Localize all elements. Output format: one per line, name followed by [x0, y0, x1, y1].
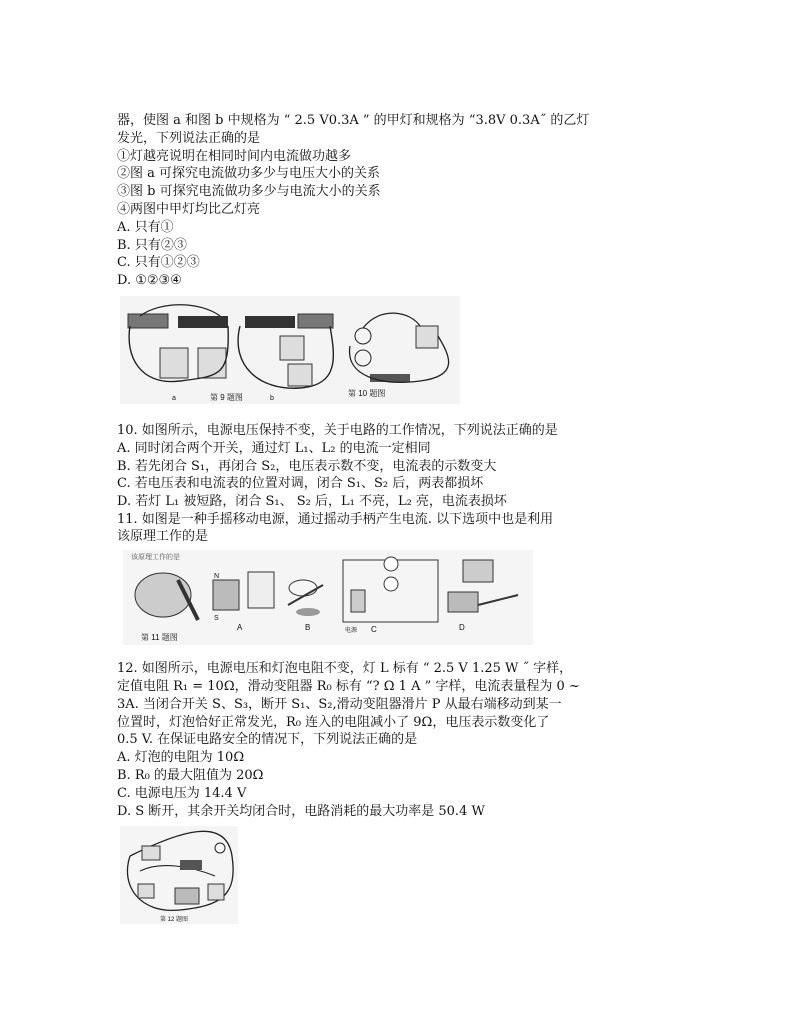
q12-stem-4: 位置时，灯泡恰好正常发光，R₀ 连入的电阻减小了 9Ω，电压表示数变化了 — [117, 715, 550, 730]
figure-q12 — [120, 826, 238, 924]
q12-option-b: B. R₀ 的最大阻值为 20Ω — [117, 768, 264, 783]
fig11-label-c: C — [371, 625, 377, 634]
q12-option-d: D. S 断开，其余开关均闭合时，电路消耗的最大功率是 50.4 W — [117, 804, 485, 819]
q12-option-c: C. 电源电压为 14.4 V — [117, 786, 247, 801]
q12-stem-1: 12. 如图所示，电源电压和灯泡电阻不变，灯 L 标有 “ 2.5 V 1.25 W ˝ 字样， — [117, 661, 573, 676]
q12-option-a: A. 灯泡的电阻为 10Ω — [117, 750, 245, 765]
fig11-label-n: N — [214, 573, 220, 580]
fig11-label-b: B — [305, 623, 311, 632]
q10-option-a: A. 同时闭合两个开关，通过灯 L₁、L₂ 的电流一定相同 — [117, 441, 431, 456]
fig9-caption: 第 9 题图 — [210, 393, 243, 402]
fig11-label-s: S — [214, 615, 219, 622]
q10-option-b: B. 若先闭合 S₁，再闭合 S₂，电压表示数不变，电流表的示数变大 — [117, 459, 497, 474]
q9-statement-4: ④两图中甲灯均比乙灯亮 — [117, 202, 261, 217]
figure-q11 — [123, 550, 533, 645]
q9-line-1: 器，使图 a 和图 b 中规格为 “ 2.5 V0.3A ” 的甲灯和规格为 “3.8V 0.3A˝ 的乙灯 — [117, 113, 590, 128]
fig10-caption: 第 10 题图 — [348, 389, 386, 398]
q9-option-b: B. 只有②③ — [117, 238, 187, 253]
fig12-caption: 第 12 题图 — [160, 917, 189, 923]
q10-option-c: C. 若电压表和电流表的位置对调，闭合 S₁、S₂ 后，两表都损坏 — [117, 476, 484, 491]
q12-stem-5: 0.5 V. 在保证电路安全的情况下，下列说法正确的是 — [117, 732, 418, 747]
q9-option-a: A. 只有① — [117, 220, 174, 235]
fig11-top-text: 该原理工作的是 — [131, 554, 180, 561]
q10-stem: 10. 如图所示，电源电压保持不变，关于电路的工作情况，下列说法正确的是 — [117, 423, 558, 438]
q12-stem-3: 3A. 当闭合开关 S、S₃，断开 S₁、S₂,滑动变阻器滑片 P 从最右端移动到某一 — [117, 697, 562, 712]
q12-stem-2: 定值电阻 R₁ = 10Ω，滑动变阻器 R₀ 标有 “? Ω 1 A ” 字样，电流表量程为 0 ~ — [117, 679, 580, 694]
q9-statement-3: ③图 b 可探究电流做功多少与电流大小的关系 — [117, 184, 381, 199]
q11-stem-2: 该原理工作的是 — [117, 529, 209, 544]
q9-line-2: 发光，下列说法正确的是 — [117, 131, 261, 146]
q9-option-c: C. 只有①②③ — [117, 255, 200, 270]
circuit-photo-q12 — [120, 826, 238, 924]
options-photo-q11 — [123, 550, 533, 645]
q9-statement-1: ①灯越亮说明在相同时间内电流做功越多 — [117, 149, 352, 164]
fig11-label-a: A — [237, 623, 243, 632]
circuit-photo-q9-q10 — [120, 296, 460, 404]
fig11-label-d: D — [459, 623, 465, 632]
fig11-label-dianyuan: 电源 — [345, 628, 358, 634]
q10-option-d: D. 若灯 L₁ 被短路，闭合 S₁、 S₂ 后，L₁ 不亮，L₂ 亮，电流表损坏 — [117, 494, 507, 509]
fig11-caption: 第 11 题图 — [141, 633, 178, 642]
fig9-sub-a: a — [172, 395, 176, 402]
q11-stem-1: 11. 如图是一种手摇移动电源，通过摇动手柄产生电流. 以下选项中也是利用 — [117, 512, 554, 527]
q9-statement-2: ②图 a 可探究电流做功多少与电压大小的关系 — [117, 166, 381, 181]
q9-option-d: D. ①②③④ — [117, 273, 182, 288]
figure-q9-q10 — [120, 296, 460, 404]
fig9-sub-b: b — [270, 395, 274, 402]
